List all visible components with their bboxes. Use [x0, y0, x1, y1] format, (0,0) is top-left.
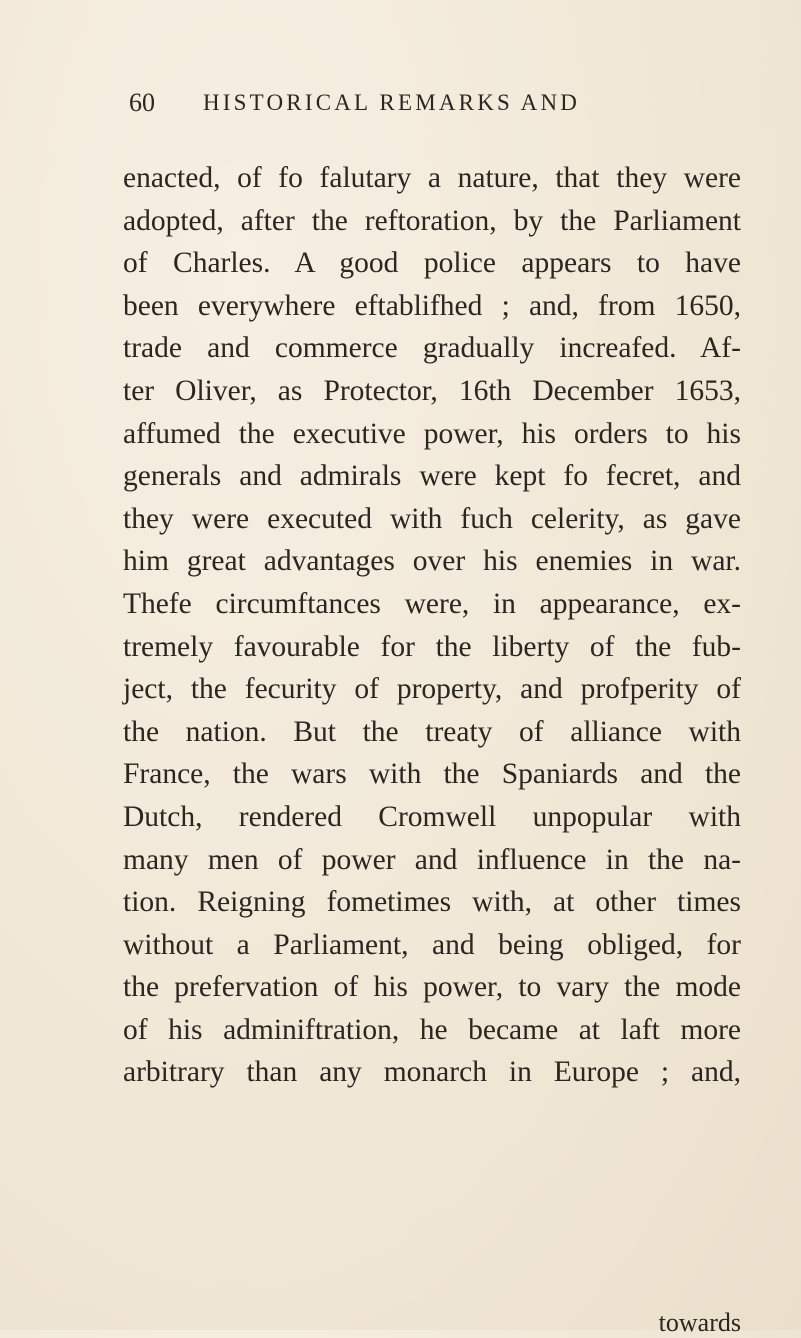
text-line: the prefervation of his power, to vary the mode	[123, 971, 741, 1004]
text-line: they were executed with fuch celerity, as gave	[123, 502, 741, 535]
text-line: ter Oliver, as Protector, 16th December 1653,	[123, 374, 741, 407]
text-line: of Charles. A good police appears to have	[123, 247, 741, 280]
body-text	[123, 157, 741, 1094]
text-line: without a Parliament, and being obliged, for	[123, 928, 741, 961]
text-line: arbitrary than any monarch in Europe ; and,	[123, 1056, 741, 1089]
text-line: Thefe circumftances were, in appearance, ex-	[123, 587, 741, 620]
text-line: many men of power and influence in the na-	[123, 843, 741, 876]
text-line: the nation. But the treaty of alliance with	[123, 715, 741, 748]
text-line: been everywhere eftablifhed ; and, from 1650,	[123, 289, 741, 322]
text-line: him great advantages over his enemies in war.	[123, 545, 741, 578]
text-line: adopted, after the reftoration, by the Parliament	[123, 204, 741, 237]
text-line: France, the wars with the Spaniards and the	[123, 758, 741, 791]
text-line: tremely favourable for the liberty of the fub-	[123, 630, 741, 663]
page-number: 60	[129, 88, 155, 117]
running-title: HISTORICAL REMARKS AND	[203, 90, 581, 115]
catchword: towards	[658, 1308, 741, 1337]
text-line: trade and commerce gradually increafed. Af-	[123, 332, 741, 365]
text-line: of his adminiftration, he became at laft more	[123, 1013, 741, 1046]
text-line: generals and admirals were kept fo fecret, and	[123, 460, 741, 493]
running-head	[0, 88, 801, 128]
text-line: enacted, of fo falutary a nature, that they were	[123, 162, 741, 194]
text-line: affumed the executive power, his orders to his	[123, 417, 741, 450]
text-line: tion. Reigning fometimes with, at other times	[123, 886, 741, 919]
text-line: Dutch, rendered Cromwell unpopular with	[123, 800, 741, 833]
text-line: ject, the fecurity of property, and profperity of	[123, 673, 741, 706]
